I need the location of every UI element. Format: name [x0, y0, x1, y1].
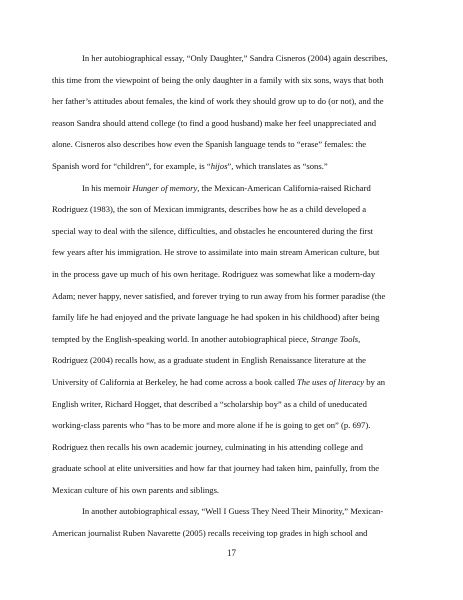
text-line: Rodriguez then recalls his own academic journey, culminating in his attending college and [52, 441, 363, 452]
paragraph-navarette [52, 501, 414, 544]
text-line: graduate school at elite universities and how far that journey had taken him, painfully, from the [52, 463, 380, 474]
italic-term: hijos [210, 160, 228, 171]
text-line: alone. Cisneros also describes how even the Spanish language tends to “erase” females: the [52, 139, 367, 150]
italic-title: Strange Tools [310, 333, 359, 344]
text-line: in the process gave up much of his own heritage. Rodriguez was somewhat like a modern-day [52, 268, 376, 279]
text-line: Adam; never happy, never satisfied, and forever trying to run away from his former paradise (the [52, 290, 386, 301]
text-line: Rodriguez (2004) recalls how, as a graduate student in English Renaissance literature at the [52, 355, 366, 366]
text-line: few years after his immigration. He strove to assimilate into main stream American culture, but [52, 247, 380, 258]
text-line: University of California at Berkeley, he had come across a book called The uses of literacy by an [52, 376, 386, 387]
italic-title: Hunger of memory [132, 182, 198, 193]
text-line: working-class parents who “has to be more and more alone if he is going to get on” (p. 697). [52, 420, 371, 431]
italic-title: The uses of literacy [297, 376, 365, 387]
text-line: In another autobiographical essay, “Well I Guess They Need Their Minority,” Mexican- [82, 506, 384, 517]
text-line: Mexican culture of his own parents and siblings. [52, 484, 220, 495]
text-line: reason Sandra should attend college (to find a good husband) make her feel unappreciated and [52, 117, 377, 128]
text-line: this time from the viewpoint of being the only daughter in a family with six sons, ways that both [52, 74, 384, 85]
text-line: family life he had enjoyed and the private language he had spoken in his childhood) after being [52, 312, 380, 323]
text-line: tempted by the English-speaking world. In another autobiographical piece, Strange Tools, [52, 333, 361, 344]
text-line: special way to deal with the silence, difficulties, and obstacles he encountered during the first [52, 225, 374, 236]
text-line: In her autobiographical essay, “Only Daughter,” Sandra Cisneros (2004) again describes, [82, 53, 388, 63]
text-line: her father’s attitudes about females, the kind of work they should grow up to do (or not), and the [52, 96, 384, 107]
text-line: Rodriguez (1983), the son of Mexican immigrants, describes how he as a child developed a [52, 204, 367, 215]
text-line: In his memoir Hunger of memory, the Mexican-American California-raised Richard [82, 182, 371, 193]
text-line: Spanish word for “children”, for example, is “hijos”, which translates as “sons.” [52, 160, 328, 171]
body-text [52, 48, 414, 545]
text-line: English writer, Richard Hogget, that described a “scholarship boy” as a child of uneducated [52, 398, 367, 409]
text-line: American journalist Ruben Navarette (2005) recalls receiving top grades in high school and [52, 528, 368, 539]
paragraph-cisneros [52, 48, 414, 178]
paragraph-rodriguez [52, 178, 414, 502]
page-number: 17 [227, 548, 236, 558]
